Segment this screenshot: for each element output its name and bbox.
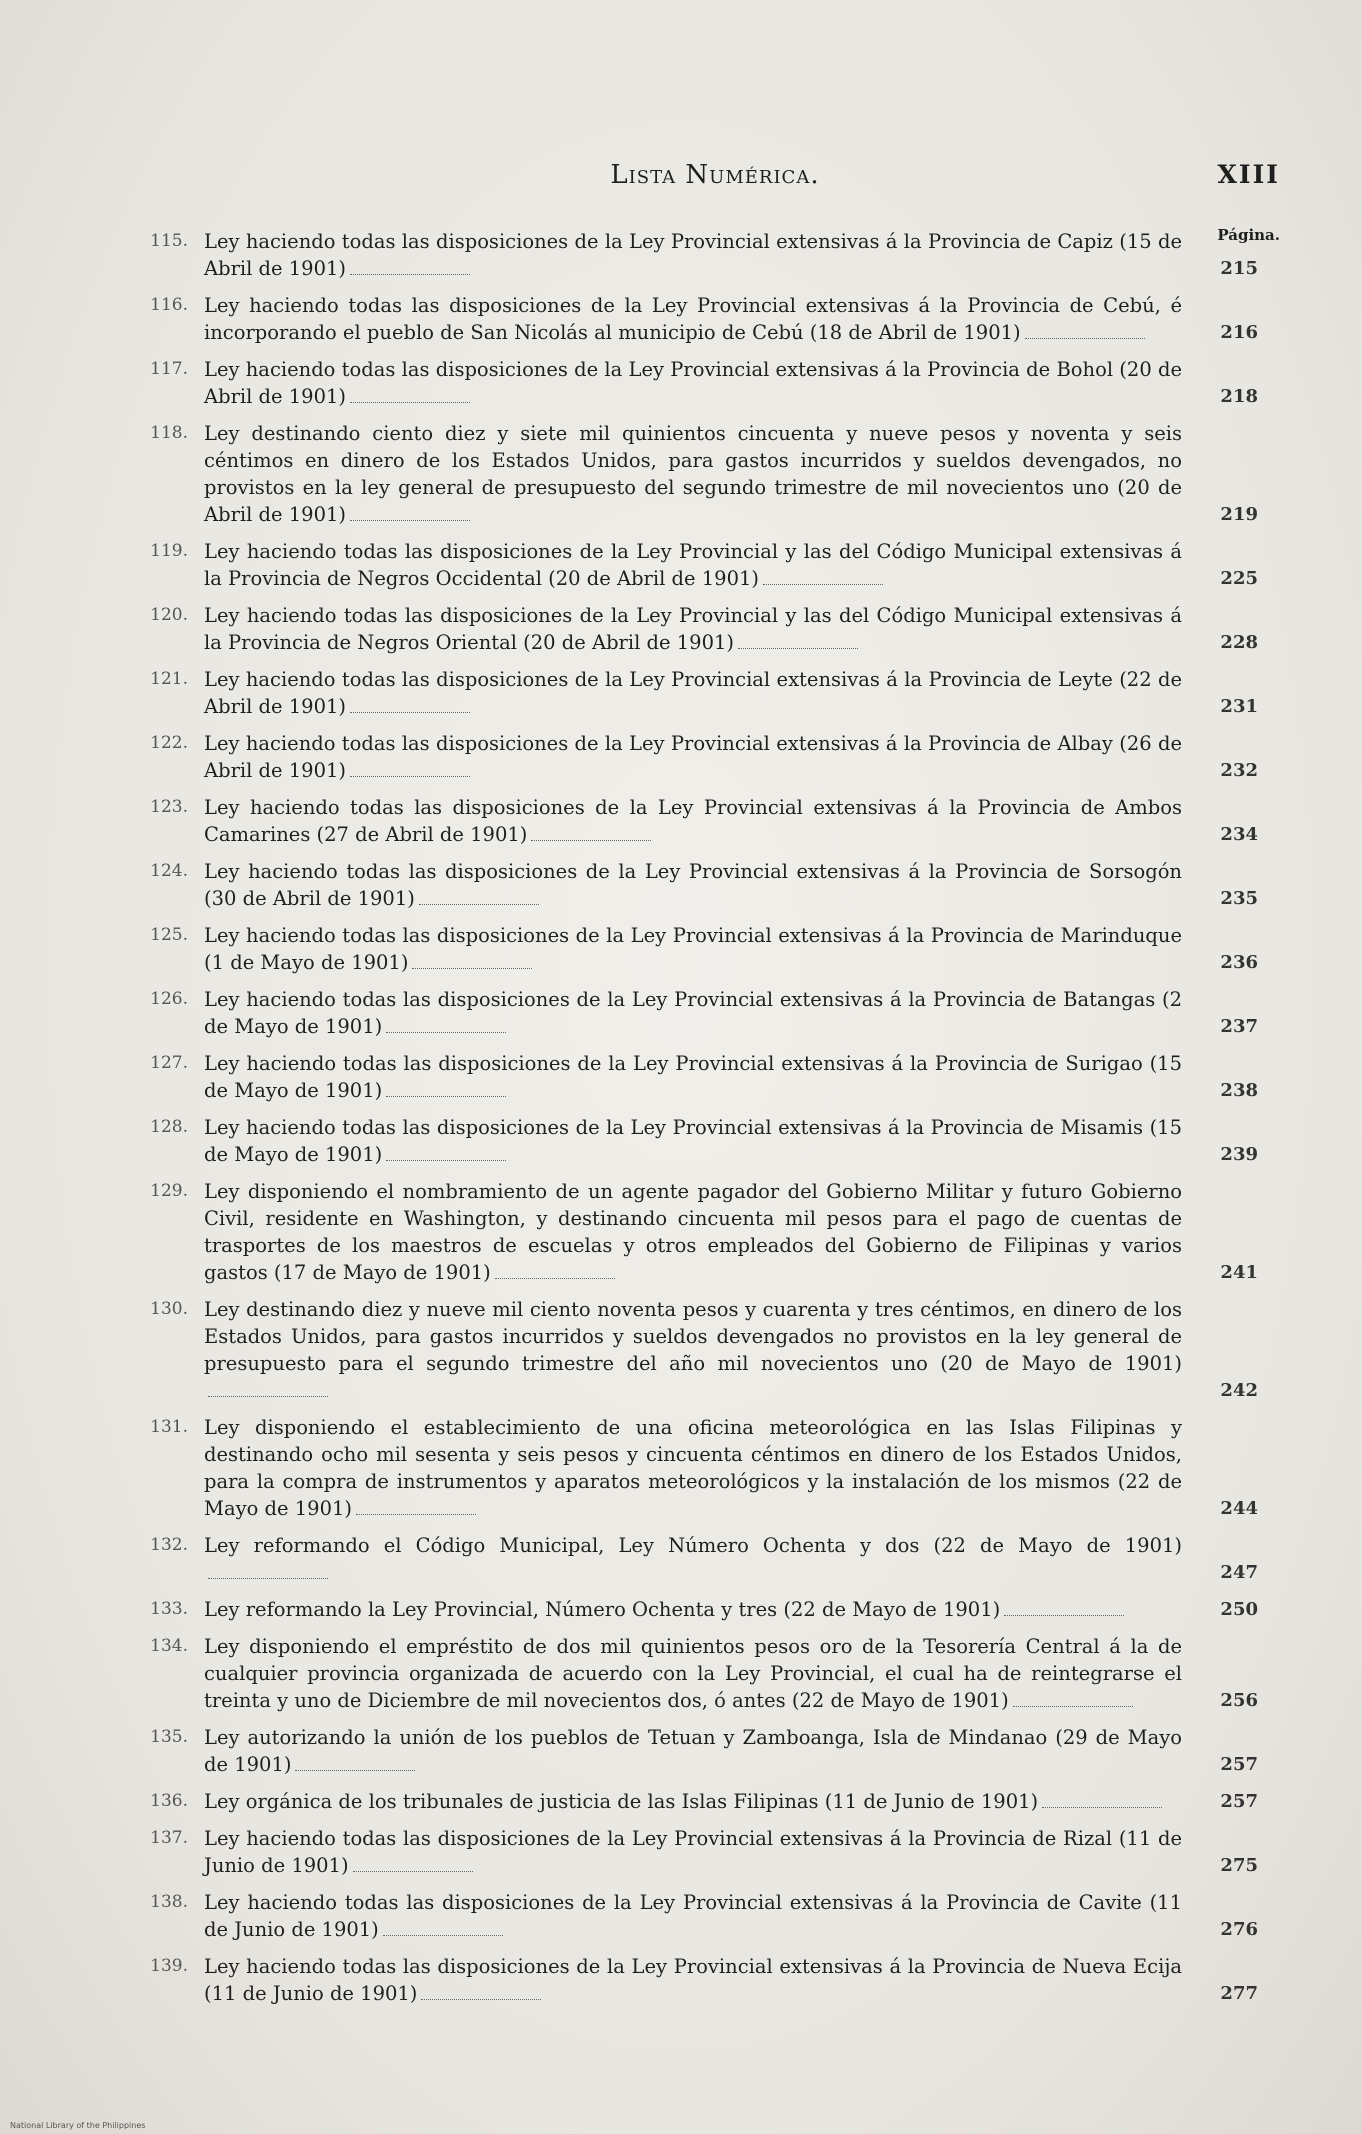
entry-page-number: 247 [1220,1562,1258,1583]
list-item [148,1633,1258,1714]
entry-number: 133. [150,1599,188,1619]
entry-page-number: 228 [1220,632,1258,653]
dot-leader [421,1999,541,2000]
entry-number: 137. [150,1828,188,1848]
entry-description: Ley haciendo todas las disposiciones de la Ley Provincial extensivas á la Provincia de Leyte (22 de Abril de 1901) [204,668,1182,718]
entry-number: 129. [150,1181,188,1201]
entry-number: 127. [150,1053,188,1073]
list-item [148,292,1258,346]
entry-description: Ley haciendo todas las disposiciones de la Ley Provincial extensivas á la Provincia de Capiz (15 de Abril de 1901) [204,230,1182,280]
list-item [148,356,1258,410]
list-item [148,1596,1258,1623]
dot-leader [386,1032,506,1033]
entry-page-number: 257 [1220,1754,1258,1775]
entry-number: 131. [150,1417,188,1437]
entry-text [204,1889,1188,1943]
entry-page-number: 216 [1220,322,1258,343]
dot-leader [208,1578,328,1579]
entry-description: Ley destinando diez y nueve mil ciento noventa pesos y cuarenta y tres céntimos, en dinero de los Estados Unidos, para gastos incurridos y sueldos devengados no provistos en la ley general de presupuesto para el segundo trimestre del año mil novecientos uno (20 de Mayo de 1901) [204,1298,1182,1375]
entry-page-number: 277 [1220,1983,1258,2004]
entry-page-number: 218 [1220,386,1258,407]
entry-description: Ley haciendo todas las disposiciones de la Ley Provincial extensivas á la Provincia de Albay (26 de Abril de 1901) [204,732,1182,782]
entry-description: Ley haciendo todas las disposiciones de la Ley Provincial extensivas á la Provincia de Surigao (15 de Mayo de 1901) [204,1052,1182,1102]
entry-text [204,1296,1188,1404]
dot-leader [386,1096,506,1097]
entry-description: Ley haciendo todas las disposiciones de la Ley Provincial extensivas á la Provincia de Batangas (2 de Mayo de 1901) [204,988,1182,1038]
entry-description: Ley disponiendo el empréstito de dos mil quinientos pesos oro de la Tesorería Central á la de cualquier provincia organizada de acuerdo con la Ley Provincial, el cual ha de reintegrarse el treinta y uno de Diciembre de mil novecientos dos, ó antes (22 de Mayo de 1901) [204,1635,1182,1712]
entry-number: 130. [150,1299,188,1319]
page-header [150,160,1280,200]
entry-number: 115. [150,231,188,251]
entry-page-number: 231 [1220,696,1258,717]
entry-page-number: 239 [1220,1144,1258,1165]
entry-number: 126. [150,989,188,1009]
list-item [148,228,1258,282]
list-item [148,730,1258,784]
list-item [148,420,1258,528]
entry-text [204,1825,1188,1879]
dot-leader [419,904,539,905]
entry-description: Ley haciendo todas las disposiciones de la Ley Provincial extensivas á la Provincia de Cebú, é incorporando el pueblo de San Nicolás al municipio de Cebú (18 de Abril de 1901) [204,294,1182,344]
dot-leader [350,776,470,777]
entry-page-number: 219 [1220,504,1258,525]
list-item [148,794,1258,848]
entry-page-number: 256 [1220,1690,1258,1711]
entry-description: Ley haciendo todas las disposiciones de la Ley Provincial extensivas á la Provincia de Rizal (11 de Junio de 1901) [204,1827,1182,1877]
entry-text [204,420,1188,528]
entry-page-number: 237 [1220,1016,1258,1037]
entry-number: 117. [150,359,188,379]
entry-number: 120. [150,605,188,625]
list-item [148,858,1258,912]
dot-leader [350,274,470,275]
entry-number: 132. [150,1535,188,1555]
entry-text [204,794,1188,848]
dot-leader [495,1278,615,1279]
entry-description: Ley disponiendo el establecimiento de una oficina meteorológica en las Islas Filipinas y destinando ocho mil sesenta y seis pesos y cincuenta céntimos en dinero de los Estados Unidos, para la compra de instrumentos y aparatos meteorológicos y la instalación de los mismos (22 de Mayo de 1901) [204,1416,1182,1520]
entry-number: 136. [150,1791,188,1811]
dot-leader [386,1160,506,1161]
dot-leader [763,584,883,585]
entry-number: 124. [150,861,188,881]
entry-page-number: 250 [1220,1599,1258,1620]
dot-leader [356,1514,476,1515]
entry-page-number: 238 [1220,1080,1258,1101]
list-item [148,1724,1258,1778]
entry-number: 118. [150,423,188,443]
entry-number: 119. [150,541,188,561]
entry-description: Ley haciendo todas las disposiciones de la Ley Provincial extensivas á la Provincia de Ambos Camarines (27 de Abril de 1901) [204,796,1182,846]
entry-description: Ley haciendo todas las disposiciones de la Ley Provincial extensivas á la Provincia de Bohol (20 de Abril de 1901) [204,358,1182,408]
entry-description: Ley haciendo todas las disposiciones de la Ley Provincial extensivas á la Provincia de Cavite (11 de Junio de 1901) [204,1891,1182,1941]
entry-page-number: 242 [1220,1380,1258,1401]
dot-leader [353,1871,473,1872]
entry-number: 123. [150,797,188,817]
footer-credit: National Library of the Philippines [10,2121,146,2130]
dot-leader [383,1935,503,1936]
entry-text [204,1414,1188,1522]
entry-text [204,1532,1188,1586]
list-item [148,666,1258,720]
dot-leader [531,840,651,841]
entry-description: Ley reformando el Código Municipal, Ley Número Ochenta y dos (22 de Mayo de 1901) [204,1534,1182,1557]
entry-description: Ley haciendo todas las disposiciones de la Ley Provincial y las del Código Municipal extensivas á la Provincia de Negros Occidental (20 de Abril de 1901) [204,540,1182,590]
entry-description: Ley haciendo todas las disposiciones de la Ley Provincial extensivas á la Provincia de Marinduque (1 de Mayo de 1901) [204,924,1182,974]
entry-page-number: 275 [1220,1855,1258,1876]
entry-page-number: 235 [1220,888,1258,909]
list-item [148,1889,1258,1943]
entry-page-number: 225 [1220,568,1258,589]
list-item [148,1050,1258,1104]
entry-text [204,922,1188,976]
dot-leader [1004,1615,1124,1616]
entry-description: Ley destinando ciento diez y siete mil quinientos cincuenta y nueve pesos y noventa y seis céntimos en dinero de los Estados Unidos, para gastos incurridos y sueldos devengados, no provistos en la ley general de presupuesto del segundo trimestre de mil novecientos uno (20 de Abril de 1901) [204,422,1182,526]
list-item [148,1414,1258,1522]
entry-number: 116. [150,295,188,315]
entry-text [204,356,1188,410]
entry-number: 134. [150,1636,188,1656]
list-item [148,1788,1258,1815]
list-item [148,1114,1258,1168]
list-item [148,1296,1258,1404]
entry-text [204,1596,1188,1623]
entry-text [204,228,1188,282]
entry-description: Ley haciendo todas las disposiciones de la Ley Provincial y las del Código Municipal extensivas á la Provincia de Negros Oriental (20 de Abril de 1901) [204,604,1182,654]
entry-text [204,1050,1188,1104]
entry-text [204,1788,1188,1815]
entry-page-number: 236 [1220,952,1258,973]
list-item [148,922,1258,976]
dot-leader [1025,338,1145,339]
entry-page-number: 232 [1220,760,1258,781]
entry-description: Ley haciendo todas las disposiciones de la Ley Provincial extensivas á la Provincia de Misamis (15 de Mayo de 1901) [204,1116,1182,1166]
dot-leader [1013,1706,1133,1707]
dot-leader [350,712,470,713]
dot-leader [1042,1807,1162,1808]
list-item [148,986,1258,1040]
entry-page-number: 244 [1220,1498,1258,1519]
list-item [148,1532,1258,1586]
list-item [148,1825,1258,1879]
list-item [148,538,1258,592]
dot-leader [412,968,532,969]
entry-text [204,858,1188,912]
entry-description: Ley reformando la Ley Provincial, Número Ochenta y tres (22 de Mayo de 1901) [204,1598,1001,1621]
dot-leader [350,520,470,521]
list-item [148,1953,1258,2007]
pagina-column-label: Página. [1217,226,1280,244]
entry-text [204,1178,1188,1286]
entry-text [204,730,1188,784]
entry-page-number: 241 [1220,1262,1258,1283]
dot-leader [350,402,470,403]
entry-number: 135. [150,1727,188,1747]
entry-text [204,1114,1188,1168]
entry-page-number: 257 [1220,1791,1258,1812]
entry-page-number: 215 [1220,258,1258,279]
entry-number: 139. [150,1956,188,1976]
list-item [148,1178,1258,1286]
entry-text [204,666,1188,720]
entry-number: 128. [150,1117,188,1137]
entry-text [204,602,1188,656]
dot-leader [295,1770,415,1771]
entry-description: Ley orgánica de los tribunales de justicia de las Islas Filipinas (11 de Junio de 1901) [204,1790,1039,1813]
entry-number: 125. [150,925,188,945]
dot-leader [208,1396,328,1397]
entry-number: 121. [150,669,188,689]
entry-page-number: 234 [1220,824,1258,845]
entry-description: Ley haciendo todas las disposiciones de la Ley Provincial extensivas á la Provincia de Sorsogón (30 de Abril de 1901) [204,860,1182,910]
list-item [148,602,1258,656]
entry-text [204,1633,1188,1714]
entry-description: Ley autorizando la unión de los pueblos de Tetuan y Zamboanga, Isla de Mindanao (29 de Mayo de 1901) [204,1726,1182,1776]
dot-leader [738,648,858,649]
entry-page-number: 276 [1220,1919,1258,1940]
entry-text [204,986,1188,1040]
entry-text [204,1724,1188,1778]
entry-number: 122. [150,733,188,753]
page-number-roman: XIII [1217,160,1280,189]
entry-list [148,228,1258,2017]
entry-description: Ley haciendo todas las disposiciones de la Ley Provincial extensivas á la Provincia de Nueva Ecija (11 de Junio de 1901) [204,1955,1182,2005]
entry-number: 138. [150,1892,188,1912]
entry-text [204,292,1188,346]
entry-text [204,1953,1188,2007]
entry-text [204,538,1188,592]
entry-description: Ley disponiendo el nombramiento de un agente pagador del Gobierno Militar y futuro Gobierno Civil, residente en Washington, y destinando cincuenta mil pesos para el pago de cuentas de trasportes de los maestros de escuelas y otros empleados del Gobierno de Filipinas y varios gastos (17 de Mayo de 1901) [204,1180,1182,1284]
page-title: Lista Numérica. [610,160,820,190]
